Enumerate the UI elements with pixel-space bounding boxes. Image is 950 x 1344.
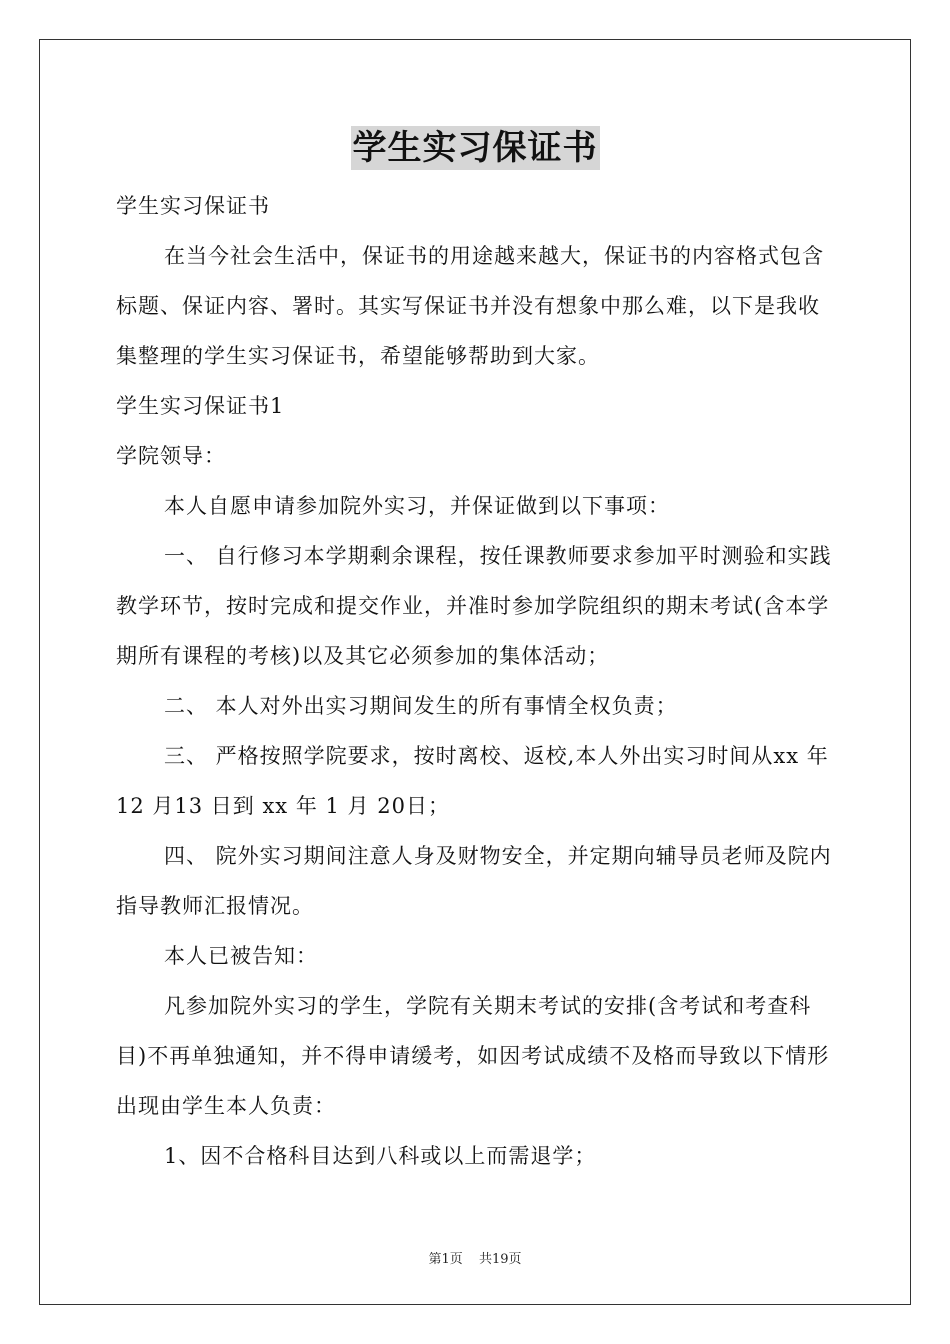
paragraph: 二、 本人对外出实习期间发生的所有事情全权负责； [164,694,678,718]
title-container [0,126,950,170]
page-total: 共19页 [478,1252,522,1267]
paragraph: 一、 自行修习本学期剩余课程，按任课教师要求参加平时测验和实践教学环节，按时完成和提交作业，并准时参加学院组织的期末考试(含本学期所有课程的考核)以及其它必须参加的集体活动； [116,544,832,668]
paragraph: 凡参加院外实习的学生，学院有关期末考试的安排(含考试和考查科目)不再单独通知，并不得申请缓考，如因考试成绩不及格而导致以下情形出现由学生本人负责： [116,994,830,1118]
paragraph: 本人已被告知： [164,944,318,968]
paragraph: 四、 院外实习期间注意人身及财物安全，并定期向辅导员老师及院内指导教师汇报情况。 [116,844,832,918]
document-body [116,181,836,1181]
document-title: 学生实习保证书 [352,128,598,168]
paragraph: 1、因不合格科目达到八科或以上而需退学； [164,1144,597,1168]
paragraph: 本人自愿申请参加院外实习，并保证做到以下事项： [164,494,670,518]
page-number: 第1页 [428,1252,463,1267]
page-footer [0,1248,950,1267]
paragraph: 三、 严格按照学院要求，按时离校、返校,本人外出实习时间从xx 年 12 月13 日到 xx 年 1 月 20日； [116,744,829,818]
paragraph: 学院领导： [116,444,226,468]
paragraph: 学生实习保证书 [116,194,270,218]
paragraph: 学生实习保证书1 [116,394,285,418]
paragraph: 在当今社会生活中，保证书的用途越来越大，保证书的内容格式包含标题、保证内容、署时。其实写保证书并没有想象中那么难，以下是我收集整理的学生实习保证书，希望能够帮助到大家。 [116,244,824,368]
